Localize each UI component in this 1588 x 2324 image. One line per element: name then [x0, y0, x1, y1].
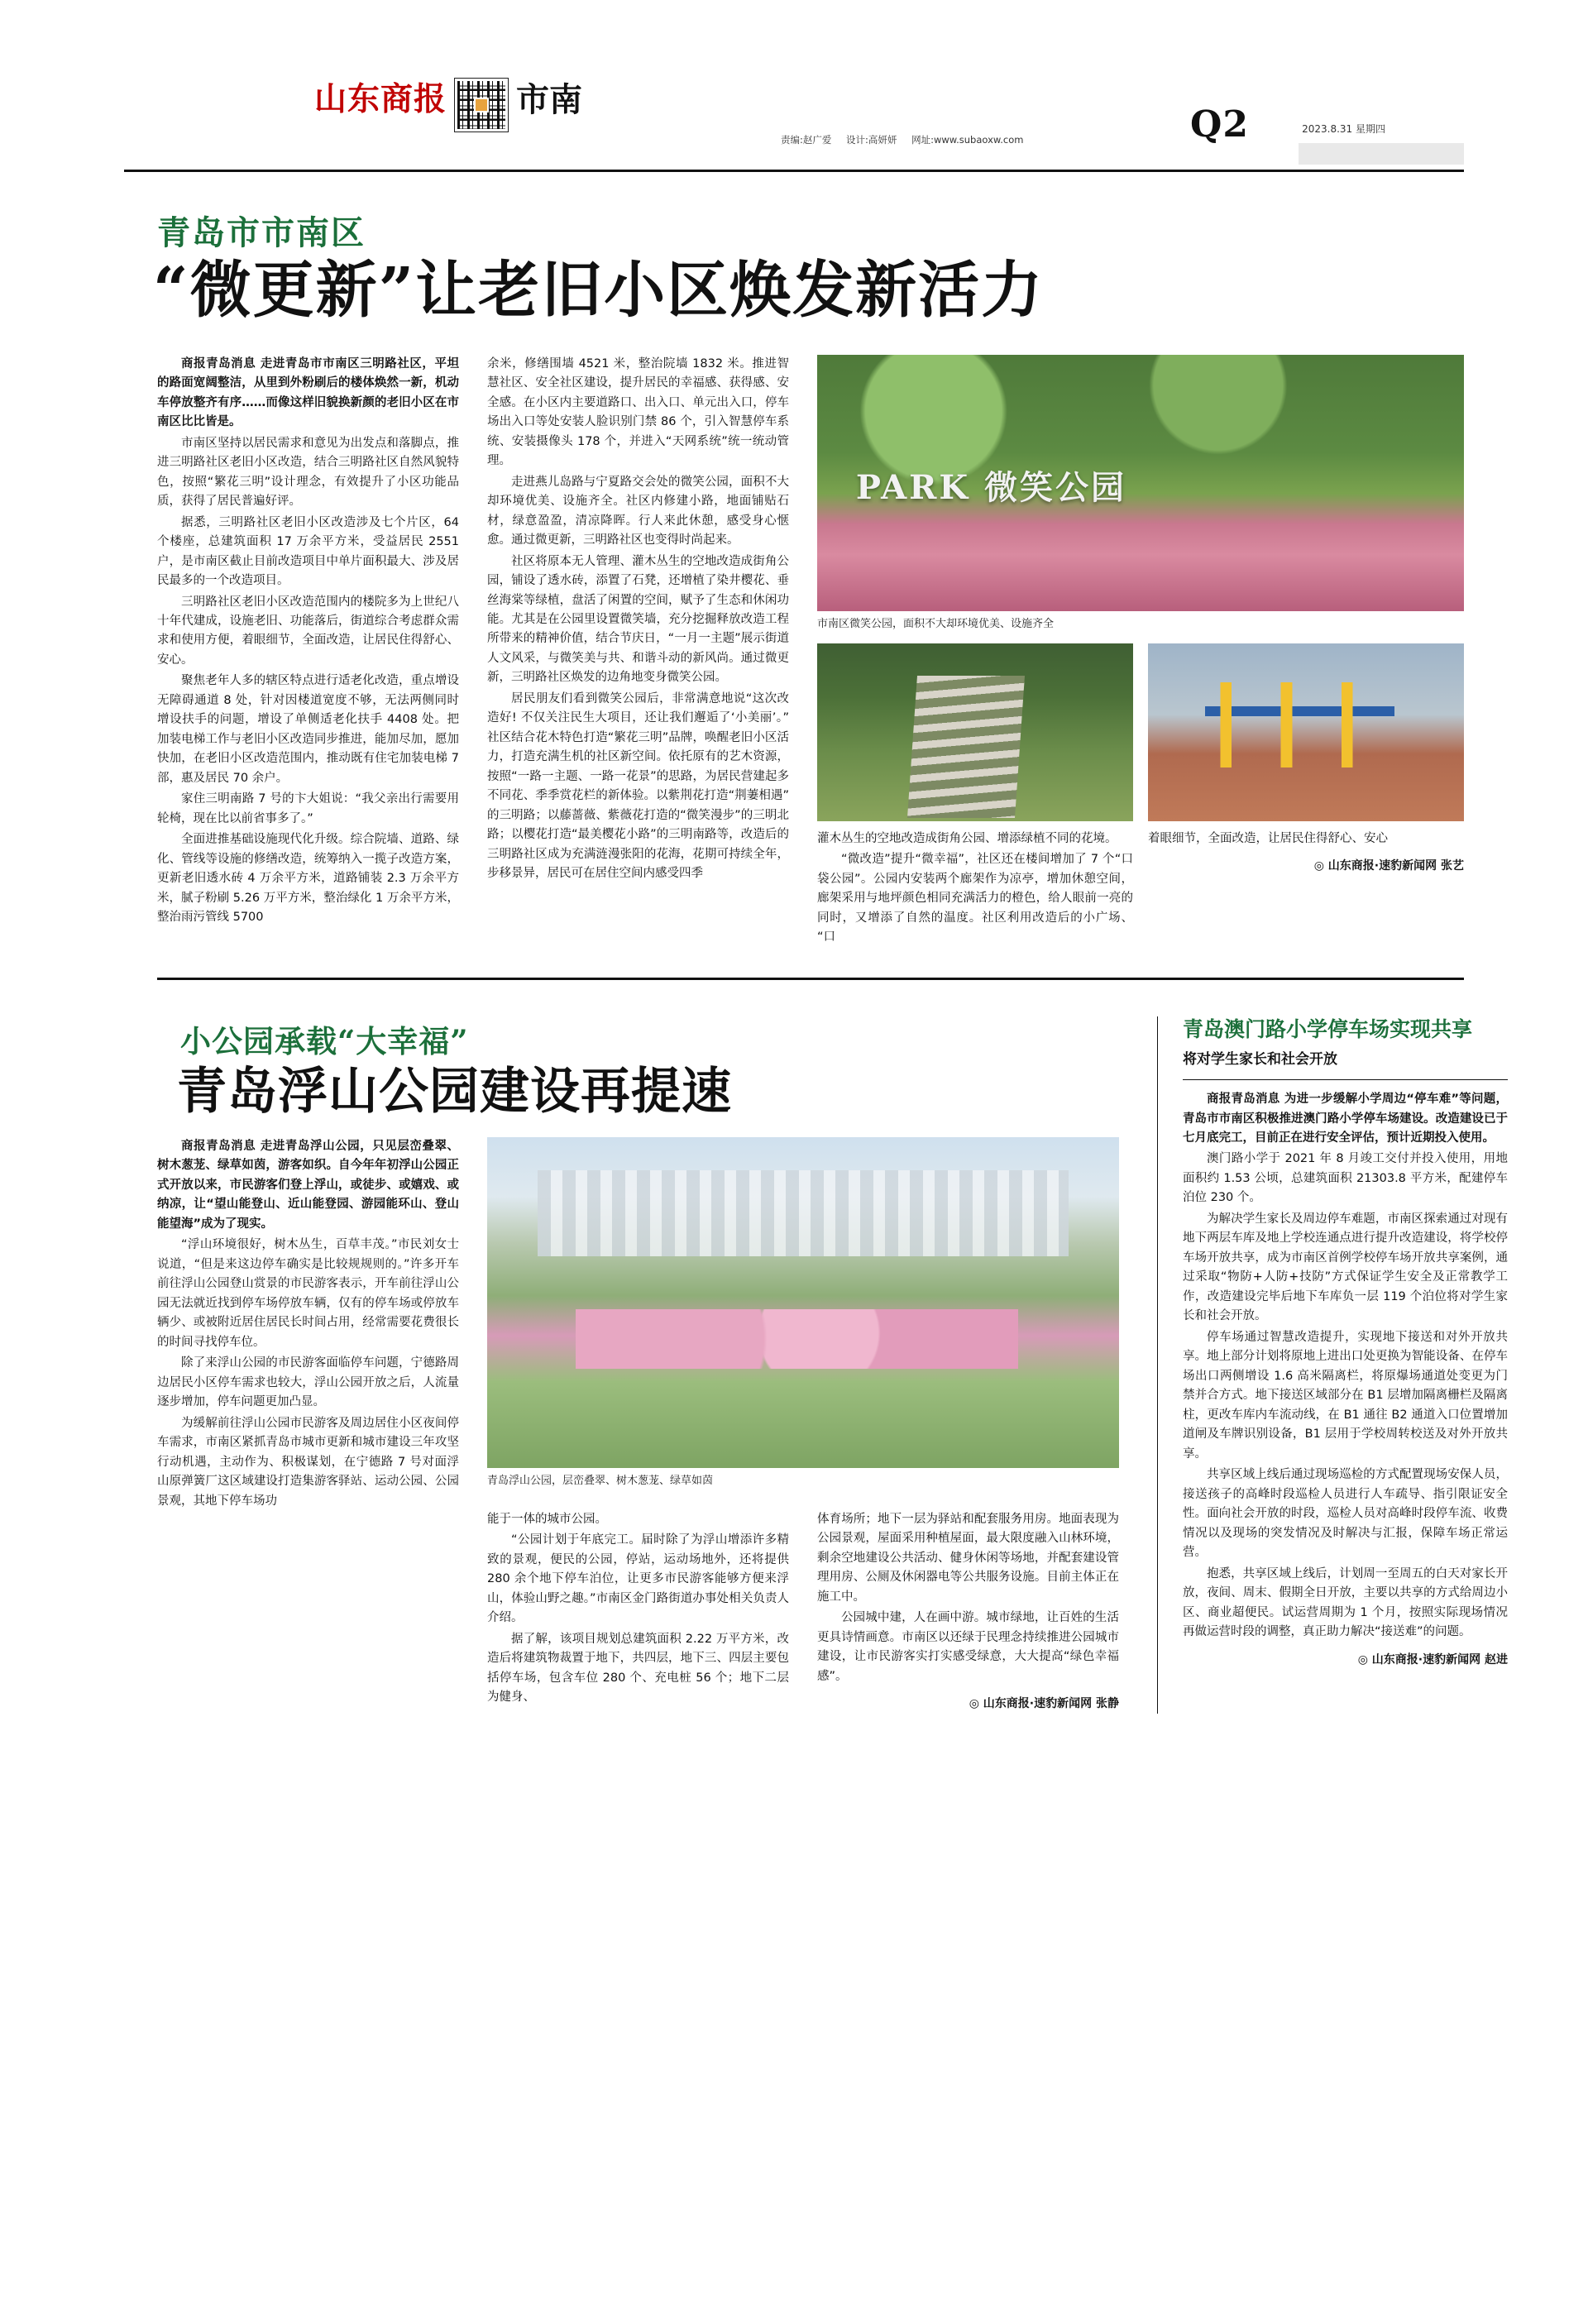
paragraph: 余米，修缮围墙 4521 米，整治院墙 1832 米。推进智慧社区、安全社区建设，提升居民的幸福感、获得感、安全感。在小区内主要道路口、出入口、单元出入口，停车场出入口等处安装人脸识别门禁 86 个，引入智慧停车系统、安装摄像头 178 个，并进入“天网系统”统一统动管理。: [487, 356, 789, 468]
paragraph: 公园城中建，人在画中游。城市绿地，让百姓的生活更具诗情画意。市南区以还绿于民理念持续推进公园城市建设，让市民游客实打实感受绿意，大大提高“绿色幸福感”。: [817, 1611, 1119, 1683]
story3-headline: 青岛澳门路小学停车场实现共享: [1183, 1016, 1473, 1041]
masthead-credits: [781, 79, 1035, 146]
park-sign-text: PARK 微笑公园: [855, 468, 1127, 508]
lower-section: [157, 1016, 1508, 1714]
story2-column-1: [157, 1137, 459, 1714]
story2-media-column: [487, 1137, 1119, 1714]
story2-headline: 青岛浮山公园建设再提速: [177, 1062, 732, 1121]
publication-date: 2023.8.31 星期四: [1302, 123, 1385, 135]
story1-column-3a: [817, 830, 1133, 949]
paragraph: 商报青岛消息 走进青岛浮山公园，只见层峦叠翠、树木葱茏、绿草如茵，游客如织。自今年年初浮山公园正式开放以来，市民游客们登上浮山，或徒步、或嬉戏、或纳凉，让“望山能登山、近山能登园、游园能环山、登山能望海”成为了现实。: [157, 1139, 459, 1231]
paragraph: 走进燕儿岛路与宁夏路交会处的微笑公园，面积不大却环境优美、设施齐全。社区内修建小路，地面铺贴石材，绿意盈盈，清凉降晖。行人来此休憩，感受身心惬愈。通过微更新，三明路社区也变得时尚起来。: [487, 475, 789, 548]
newspaper-page: [0, 79, 1588, 2324]
paragraph: 据了解，该项目规划总建筑面积 2.22 万平方米，改造后将建筑物裁置于地下，共四层，地下三、四层主要包括停车场，包含车位 280 个、充电桩 56 个；地下二层为健身、: [487, 1632, 789, 1705]
paragraph: 体育场所；地下一层为驿站和配套服务用房。地面表现为公园景观，屋面采用种植屋面，最大限度融入山林环境，剩余空地建设公共活动、健身休闲等场地，并配套建设管理用房、公厕及休闲器电等公共服务设施。目前主体正在施工中。: [817, 1512, 1119, 1604]
paragraph: 着眼细节，全面改造，让居民住得舒心、安心: [1148, 831, 1388, 845]
story1-headline: “微更新”让老旧小区焕发新活力: [153, 255, 1045, 326]
story2-byline: ◎ 山东商报·速豹新闻网 张静: [969, 1697, 1119, 1711]
paragraph: 除了来浮山公园的市民游客面临停车问题，宁德路周边居民小区停车需求也较大，浮山公园开放之后，人流量逐步增加，停车问题更加凸显。: [157, 1356, 459, 1409]
paragraph: 商报青岛消息 走进青岛市市南区三明路社区，平坦的路面宽阔整洁，从里到外粉刷后的楼体焕然一新，机动车停放整齐有序……而像这样旧貌换新颜的老旧小区在市南区比比皆是。: [157, 356, 459, 429]
stone-path-photo: [817, 643, 1133, 821]
paragraph: 市南区坚持以居民需求和意见为出发点和落脚点，推进三明路社区老旧小区改造，结合三明路社区自然风貌特色，按照“繁花三明”设计理念，有效提升了小区功能品质，获得了居民普遍好评。: [157, 436, 459, 509]
paragraph: 为解决学生家长及周边停车难题，市南区探索通过对现有地下两层车库及地上学校连通点进行提升改造建设，将学校停车场开放共享，成为市南区首例学校停车场开放共享案例，通过采取“物防+人防+技防”方式保证学生安全及正常教学工作，改造建设完毕后地下车库负一层 119 个泊位将对学生家长和社会开放。: [1183, 1212, 1508, 1323]
story1-photo-3-wrap: [1148, 643, 1464, 821]
story2-bottom-columns: [487, 1510, 1119, 1714]
story1-column-3b: [1148, 830, 1464, 949]
paragraph: 三明路社区老旧小区改造范围内的楼院多为上世纪八十年代建成，设施老旧、功能落后，街道综合考虑群众需求和使用方便，着眼细节，全面改造，让居民住得舒心、安心。: [157, 595, 459, 667]
story2-column-2: [487, 1510, 789, 1714]
paragraph: 灌木丛生的空地改造成街角公园、增添绿植不同的花境。: [817, 831, 1117, 845]
paragraph: 据悉，三明路社区老旧小区改造涉及七个片区，64 个楼座，总建筑面积 17 万余平方米，受益居民 2551 户，是市南区截止目前改造项目中单片面积最大、涉及居民最多的一个改造项目。: [157, 515, 459, 588]
story1-body: [157, 355, 1464, 949]
section-divider: [157, 978, 1464, 980]
masthead-brand: [314, 79, 582, 132]
story2-kicker: 小公园承载“大幸福”: [180, 1022, 469, 1059]
story3-subhead: 将对学生家长和社会开放: [1183, 1051, 1337, 1069]
story1-column-2: [487, 355, 789, 949]
fushan-park-render: [487, 1137, 1119, 1468]
story1-byline: ◎ 山东商报·速豹新闻网 张艺: [1313, 859, 1464, 873]
paragraph: “公园计划于年底完工。届时除了为浮山增添许多精致的景观，便民的公园，停站，运动场地外，还将提供 280 余个地下停车泊位，让更多市民游客能够方便来浮山，体验山野之趣。”市南区金门路街道办事处相关负责人介绍。: [487, 1533, 789, 1625]
paragraph: “微改造”提升“微幸福”，社区还在楼间增加了 7 个“口袋公园”。公园内安装两个廊架作为凉亭，增加休憩空间，廊架采用与地坪颜色相同充满活力的橙色，给人眼前一亮的同时，又增添了自然的温度。社区利用改造后的小广场、“口: [817, 853, 1133, 944]
rail-divider: [1183, 1079, 1508, 1080]
story3: [1157, 1016, 1508, 1714]
section-name: 市南: [516, 80, 583, 119]
paragraph: 家住三明南路 7 号的卞大姐说：“我父亲出行需要用轮椅，现在比以前省事多了。”: [157, 792, 459, 825]
paragraph: 聚焦老年人多的辖区特点进行适老化改造，重点增设无障碍通道 8 处，针对因楼道宽度不够，无法两侧同时增设扶手的问题，增设了单侧适老化扶手 4408 处。把加装电梯工作与老旧小区改造同步推进，能加尽加，愿加快加，在老旧小区改造范围内，推动既有住宅加装电梯 7 部，惠及居民 70 余户。: [157, 674, 459, 785]
paragraph: 社区将原本无人管理、灌木丛生的空地改造成街角公园，铺设了透水砖，添置了石凳，还增植了染井樱花、垂丝海棠等绿植，盘活了闲置的空间，赋予了生态和休闲功能。尤其是在公园里设置微笑墙，充分挖掘释放改造工程所带来的精神价值，结合节庆日，“一月一主题”展示街道人文风采，与微笑美与共、和谐斗动的新风尚。通过微更新，三明路社区焕发的边角地变身微笑公园。: [487, 554, 789, 685]
story2-column-3: [817, 1510, 1119, 1714]
story3-byline: ◎ 山东商报·速豹新闻网 赵进: [1357, 1652, 1508, 1666]
paragraph: 为缓解前往浮山公园市民游客及周边居住小区夜间停车需求，市南区紧抓青岛市城市更新和城市建设三年攻坚行动机遇，主动作为、积极谋划，在宁德路 7 号对面浮山原弹簧厂这区域建设打造集游客驿站、运动公园、公园景观，其地下停车场功: [157, 1416, 459, 1508]
paragraph: 停车场通过智慧改造提升，实现地下接送和对外开放共享。地上部分计划将原地上进出口处更换为智能设备、在停车场出口两侧增设 1.6 高米隔离栏，将原爆场通道处变更为门禁并合方式。地下接送区域部分在 B1 层增加隔离栅栏及隔离柱，更改车库内车流动线，在 B1 通往 B2 通道入口位置增加道闸及车牌识别设备，B1 层用于学校周转校送及对外开放共享。: [1183, 1330, 1508, 1461]
credit-editor: 责编:赵广爱: [781, 134, 832, 146]
story2: [157, 1016, 1119, 1714]
paragraph: 能于一体的城市公园。: [487, 1512, 607, 1526]
paragraph: 共享区域上线后通过现场巡检的方式配置现场安保人员，接送孩子的高峰时段巡检人员进行人车疏导、指引限证安全性。面向社会开放的时段，巡检人员对高峰时段停车流、收费情况以及现场的突发情况及时解决与汇报，保障车场正常运营。: [1183, 1468, 1508, 1560]
photo-caption: 市南区微笑公园，面积不大却环境优美、设施齐全: [817, 617, 1055, 630]
story2-columns: [157, 1137, 1119, 1714]
photo-caption: 青岛浮山公园，层峦叠翠、树木葱茏、绿草如茵: [487, 1474, 714, 1487]
story1-column-1: [157, 355, 459, 949]
credit-website: 网址:www.subaoxw.com: [911, 134, 1024, 146]
paragraph: 商报青岛消息 为进一步缓解小学周边“停车难”等问题，青岛市市南区积极推进澳门路小学停车场建设。改造建设已于七月底完工，目前正在进行安全评估，预计近期投入使用。: [1183, 1093, 1508, 1145]
playground-photo: [1148, 643, 1464, 821]
smile-park-photo: [817, 355, 1464, 611]
page-number: Q2: [1190, 103, 1249, 146]
paragraph: 全面进推基础设施现代化升级。综合院墙、道路、绿化、管线等设施的修缮改造，统筹纳入一揽子改造方案，更新老旧透水砖 4 万余平方米，道路铺装 2.3 万余平方米，腻子粉刷 5.26 万平方米，整治绿化 1 万余平方米，整治雨污管线 5700: [157, 833, 459, 925]
credit-designer: 设计:高妍妍: [846, 134, 897, 146]
masthead-rule: [1299, 143, 1464, 165]
paragraph: 居民朋友们看到微笑公园后，非常满意地说“这次改造好! 不仅关注民生大项目，还让我们邂逅了‘小美丽’。”社区结合花木特色打造“繁花三明”品牌，唤醒老旧小区活力，打造充满生机的社区新空间。依托原有的艺木资源，按照“一路一主题、一路一花景”的思路，为居民营建起多不同花、季季赏花栏的新体验。以紫荆花打造“荆萋相遇”的三明路；以藤蔷薇、紫薇花打造的“微笑漫步”的三明北路；以樱花打造“最美樱花小路”的三明南路等，改造后的三明路社区成为充满涟漫张阳的花海，花期可持续全年，步移景异，居民可在居住空间内感受四季: [487, 691, 789, 881]
story1-photo-2-wrap: [817, 643, 1133, 821]
paragraph: 澳门路小学于 2021 年 8 月竣工交付并投入使用，用地面积约 1.53 公顷，总建筑面积 21303.8 平方米，配建停车泊位 230 个。: [1183, 1152, 1508, 1205]
story1-media-column: [817, 355, 1464, 949]
paragraph: “浮山环境很好，树木丛生，百草丰茂。”市民刘女士说道，“但是来这边停车确实是比较规规则的。”许多开车前往浮山公园登山赏景的市民游客表示，开车前往浮山公园无法就近找到停车场停放车辆，仅有的停车场或停放车辆少、或被附近居住居民长时间占用，经常需要花费很长的时间寻找停车位。: [157, 1238, 459, 1349]
qr-code-icon: [455, 79, 508, 132]
story1-kicker: 青岛市市南区: [157, 213, 366, 252]
paragraph: 抱悉，共享区域上线后，计划周一至周五的白天对家长开放，夜间、周末、假期全日开放，主要以共享的方式给周边小区、商业超便民。试运营周期为 1 个月，按照实际现场情况再做运营时段的调整，真正助力解决“接送难”的问题。: [1183, 1566, 1508, 1639]
masthead: [124, 79, 1464, 172]
newspaper-logo: 山东商报: [314, 80, 447, 118]
story3-body: [1183, 1090, 1508, 1669]
